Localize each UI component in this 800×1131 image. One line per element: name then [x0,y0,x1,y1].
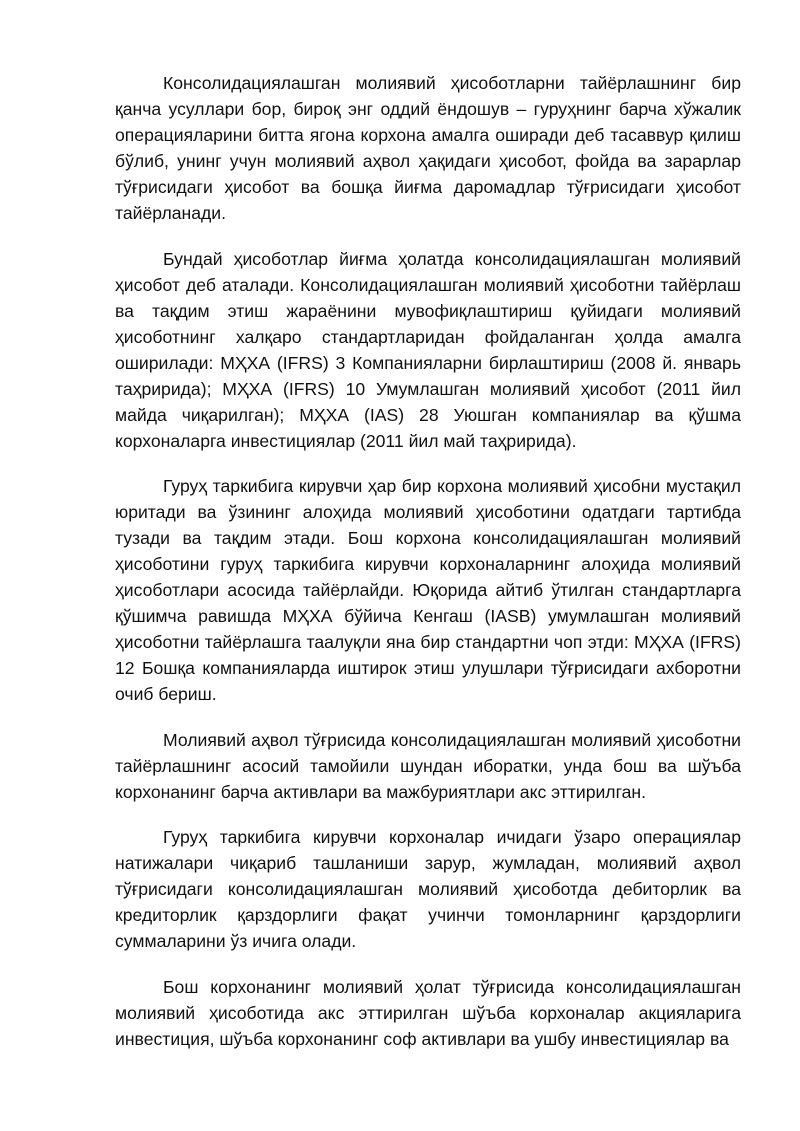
document-page [115,70,741,1071]
paragraph-2: Бундай ҳисоботлар йиғма ҳолатда консолидациялашган молиявий ҳисобот деб аталади. Консолидациялашган молиявий ҳисоботни тайёрлаш ва тақдим этиш жараёнини мувофиқлаштириш қуйидаги молиявий ҳисоботнинг халқаро стандартларидан фойдаланган ҳолда амалга оширилади: МҲХА (IFRS) 3 Компанияларни бирлаштириш (2008 й. январь таҳририда); МҲХА (IFRS) 10 Умумлашган молиявий ҳисобот (2011 йил майда чиқарилган); МҲХА (IAS) 28 Уюшган компаниялар ва қўшма корхоналарга инвестициялар (2011 йил май таҳририда). [115,248,741,451]
paragraph-6: Бош корхонанинг молиявий ҳолат тўғрисида консолидациялашган молиявий ҳисоботида акс эттирилган шўъба корхоналар акцияларига инвестиция, шўъба корхонанинг соф активлари ва ушбу инвестициялар ва [115,976,741,1049]
paragraph-4: Молиявий аҳвол тўғрисида консолидациялашган молиявий ҳисоботни тайёрлашнинг асосий тамойили шундан иборатки, унда бош ва шўъба корхонанинг барча активлари ва мажбуриятлари акс эттирилган. [115,729,741,802]
paragraph-3: Гуруҳ таркибига кирувчи ҳар бир корхона молиявий ҳисобни мустақил юритади ва ўзининг алоҳида молиявий ҳисоботини одатдаги тартибда тузади ва тақдим этади. Бош корхона консолидациялашган молиявий ҳисоботини гуруҳ таркибига кирувчи корхоналарнинг алоҳида молиявий ҳисоботлари асосида тайёрлайди. Юқорида айтиб ўтилган стандартларга қўшимча равишда МҲХА бўйича Кенгаш (IASB) умумлашган молиявий ҳисоботни тайёрлашга таалуқли яна бир стандартни чоп этди: МҲХА (IFRS) 12 Бошқа компанияларда иштирок этиш улушлари тўғрисидаги ахборотни очиб бериш. [115,476,741,704]
paragraph-5: Гуруҳ таркибига кирувчи корхоналар ичидаги ўзаро операциялар натижалари чиқариб ташланиши зарур, жумладан, молиявий аҳвол тўғрисидаги консолидациялашган молиявий ҳисоботда дебиторлик ва кредиторлик қарздорлиги фақат учинчи томонларнинг қарздорлиги суммаларини ўз ичига олади. [115,827,741,951]
paragraph-1: Консолидациялашган молиявий ҳисоботларни тайёрлашнинг бир қанча усуллари бор, бироқ энг оддий ёндошув – гуруҳнинг барча хўжалик операцияларини битта ягона корхона амалга оширади деб тасаввур қилиш бўлиб, унинг учун молиявий аҳвол ҳақидаги ҳисобот, фойда ва зарарлар тўғрисидаги ҳисобот ва бошқа йиғма даромадлар тўғрисидаги ҳисобот тайёрланади. [115,73,741,223]
